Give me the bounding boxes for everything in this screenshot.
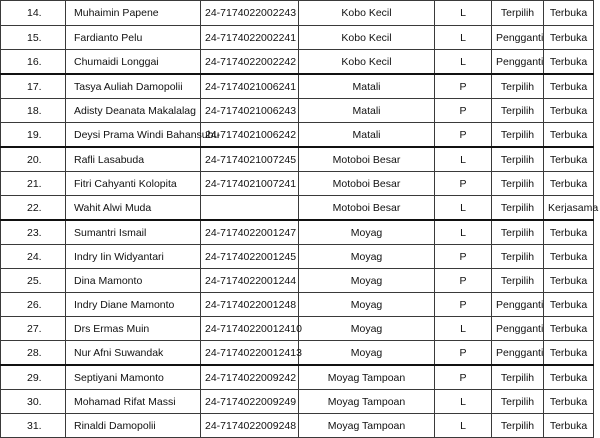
selection-status: Terpilih [492,172,544,196]
participant-name: Adisty Deanata Makalalag [66,99,201,123]
table-row [1,269,594,293]
selection-status: Pengganti [492,26,544,50]
selection-status: Pengganti [492,341,544,366]
participant-name: Drs Ermas Muin [66,317,201,341]
table-row [1,172,594,196]
row-number: 19. [1,123,66,148]
row-number: 18. [1,99,66,123]
row-number: 23. [1,220,66,245]
table-row [1,245,594,269]
selection-status: Terpilih [492,123,544,148]
row-number: 21. [1,172,66,196]
participant-name: Nur Afni Suwandak [66,341,201,366]
gender-code: P [435,341,492,366]
selection-method: Terbuka [544,341,594,366]
participant-id: 24-7174022009248 [201,414,299,438]
village-name: Moyag Tampoan [299,414,435,438]
selection-status: Pengganti [492,317,544,341]
gender-code: L [435,50,492,75]
participant-name: Tasya Auliah Damopolii [66,74,201,99]
table-row [1,293,594,317]
gender-code: L [435,196,492,221]
village-name: Matali [299,99,435,123]
row-number: 17. [1,74,66,99]
gender-code: L [435,317,492,341]
participant-id: 24-7174022001247 [201,220,299,245]
participant-id: 24-7174022009242 [201,365,299,390]
participant-name: Indry Diane Mamonto [66,293,201,317]
selection-status: Terpilih [492,365,544,390]
village-name: Matali [299,123,435,148]
table-row [1,365,594,390]
participant-name: Rafli Lasabuda [66,147,201,172]
village-name: Moyag [299,269,435,293]
participant-name: Indry Iin Widyantari [66,245,201,269]
gender-code: L [435,1,492,26]
selection-method: Terbuka [544,74,594,99]
row-number: 25. [1,269,66,293]
gender-code: L [435,390,492,414]
village-name: Matali [299,74,435,99]
row-number: 24. [1,245,66,269]
village-name: Motoboi Besar [299,147,435,172]
table-row [1,390,594,414]
selection-status: Terpilih [492,390,544,414]
gender-code: P [435,172,492,196]
selection-status: Terpilih [492,220,544,245]
selection-status: Terpilih [492,269,544,293]
participant-id: 24-71740220012410 [201,317,299,341]
participant-id: 24-7174021006242 [201,123,299,148]
participant-id: 24-7174022002243 [201,1,299,26]
selection-method: Terbuka [544,99,594,123]
selection-status: Terpilih [492,245,544,269]
participant-name: Dina Mamonto [66,269,201,293]
participant-id [201,196,299,221]
row-number: 26. [1,293,66,317]
participant-table-body [1,1,599,438]
row-number: 31. [1,414,66,438]
row-number: 27. [1,317,66,341]
selection-status: Terpilih [492,1,544,26]
table-row [1,414,594,438]
participant-id: 24-7174021007245 [201,147,299,172]
selection-method: Terbuka [544,147,594,172]
village-name: Kobo Kecil [299,26,435,50]
gender-code: L [435,147,492,172]
participant-id: 24-7174021006241 [201,74,299,99]
table-row [1,123,594,148]
participant-id: 24-7174022001245 [201,245,299,269]
village-name: Moyag [299,317,435,341]
participant-name: Deysi Prama Windi Bahansubu [66,123,201,148]
table-row [1,196,594,221]
selection-status: Terpilih [492,147,544,172]
selection-method: Terbuka [544,26,594,50]
row-number: 15. [1,26,66,50]
selection-method: Kerjasama [544,196,594,221]
table-row [1,74,594,99]
participant-name: Sumantri Ismail [66,220,201,245]
participant-id: 24-7174022002241 [201,26,299,50]
selection-method: Terbuka [544,269,594,293]
gender-code: P [435,269,492,293]
participant-name: Chumaidi Longgai [66,50,201,75]
selection-method: Terbuka [544,1,594,26]
selection-status: Pengganti [492,293,544,317]
table-row [1,50,594,75]
row-number: 30. [1,390,66,414]
village-name: Moyag [299,245,435,269]
table-row [1,220,594,245]
gender-code: P [435,74,492,99]
village-name: Moyag Tampoan [299,390,435,414]
participant-id: 24-7174022001248 [201,293,299,317]
village-name: Moyag Tampoan [299,365,435,390]
selection-status: Pengganti [492,50,544,75]
participant-id: 24-7174022001244 [201,269,299,293]
gender-code: L [435,414,492,438]
table-row [1,147,594,172]
row-number: 29. [1,365,66,390]
selection-method: Terbuka [544,123,594,148]
village-name: Moyag [299,220,435,245]
participant-id: 24-71740220012413 [201,341,299,366]
selection-method: Terbuka [544,317,594,341]
gender-code: P [435,293,492,317]
participant-name: Fitri Cahyanti Kolopita [66,172,201,196]
participant-name: Muhaimin Papene [66,1,201,26]
selection-status: Terpilih [492,414,544,438]
row-number: 28. [1,341,66,366]
participant-id: 24-7174021006243 [201,99,299,123]
village-name: Motoboi Besar [299,172,435,196]
row-number: 16. [1,50,66,75]
table-row [1,26,594,50]
selection-method: Terbuka [544,220,594,245]
selection-method: Terbuka [544,245,594,269]
gender-code: P [435,99,492,123]
selection-method: Terbuka [544,414,594,438]
selection-method: Terbuka [544,172,594,196]
gender-code: P [435,365,492,390]
gender-code: L [435,220,492,245]
table-row [1,1,594,26]
village-name: Kobo Kecil [299,50,435,75]
table-row [1,99,594,123]
gender-code: L [435,26,492,50]
selection-method: Terbuka [544,50,594,75]
village-name: Motoboi Besar [299,196,435,221]
village-name: Moyag [299,341,435,366]
participant-name: Septiyani Mamonto [66,365,201,390]
gender-code: P [435,245,492,269]
selection-method: Terbuka [544,365,594,390]
participant-name: Wahit Alwi Muda [66,196,201,221]
selection-status: Terpilih [492,196,544,221]
participant-name: Mohamad Rifat Massi [66,390,201,414]
gender-code: P [435,123,492,148]
selection-method: Terbuka [544,390,594,414]
selection-method: Terbuka [544,293,594,317]
participant-name: Fardianto Pelu [66,26,201,50]
row-number: 20. [1,147,66,172]
participant-id: 24-7174022002242 [201,50,299,75]
table-row [1,341,594,366]
participant-id: 24-7174022009249 [201,390,299,414]
row-number: 22. [1,196,66,221]
village-name: Kobo Kecil [299,1,435,26]
village-name: Moyag [299,293,435,317]
selection-status: Terpilih [492,74,544,99]
participant-id: 24-7174021007241 [201,172,299,196]
row-number: 14. [1,1,66,26]
participant-name: Rinaldi Damopolii [66,414,201,438]
table-row [1,317,594,341]
selection-status: Terpilih [492,99,544,123]
